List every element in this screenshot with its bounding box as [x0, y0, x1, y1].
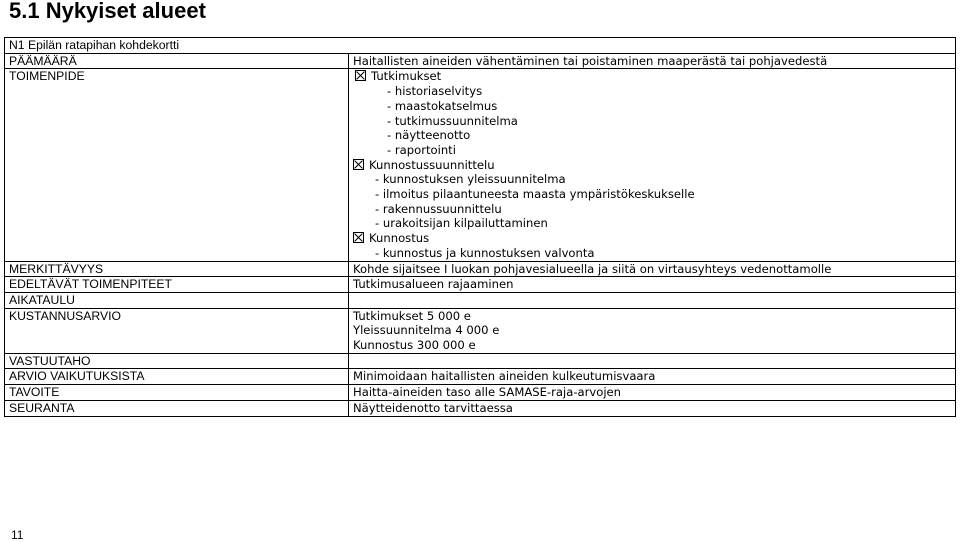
- group-kunnostussuunnittelu: [353, 158, 955, 173]
- value-tavoite: Haitta-aineiden taso alle SAMASE-raja-arvojen: [349, 385, 956, 401]
- group-tutkimukset: [353, 69, 955, 84]
- value-edeltavat: Tutkimusalueen rajaaminen: [349, 277, 956, 293]
- cost-item: Yleissuunnitelma 4 000 e: [353, 323, 500, 338]
- label-vastuutaho: VASTUUTAHO: [5, 353, 349, 369]
- cost-item: Kunnostus 300 000 e: [353, 338, 476, 353]
- row-toimenpide: [5, 69, 956, 261]
- row-edeltavat: [5, 277, 956, 293]
- card-title-row: [5, 38, 956, 54]
- row-aikataulu: [5, 292, 956, 308]
- list-item: - näytteenotto: [387, 128, 471, 143]
- list-item: - kunnostus ja kunnostuksen valvonta: [375, 245, 595, 260]
- list-item: - maastokatselmus: [387, 98, 498, 113]
- list-item: - urakoitsijan kilpailuttaminen: [375, 216, 548, 231]
- group-title: Tutkimukset: [371, 69, 442, 84]
- list-item: - historiaselvitys: [387, 84, 483, 99]
- site-card-table: [4, 37, 956, 417]
- row-arvio: [5, 369, 956, 385]
- row-tavoite: [5, 385, 956, 401]
- row-vastuutaho: [5, 353, 956, 369]
- value-seuranta: Näytteidenotto tarvittaessa: [349, 400, 956, 416]
- label-merkittavyys: MERKITTÄVYYS: [5, 261, 349, 277]
- value-merkittavyys: Kohde sijaitsee I luokan pohjavesialueella ja siitä on virtausyhteys vedenottamolle: [349, 261, 956, 277]
- row-seuranta: [5, 400, 956, 416]
- value-paamaara: Haitallisten aineiden vähentäminen tai poistaminen maaperästä tai pohjavedestä: [349, 53, 956, 69]
- list-item: - kunnostuksen yleissuunnitelma: [375, 172, 566, 187]
- value-vastuutaho: [349, 353, 956, 369]
- label-seuranta: SEURANTA: [5, 400, 349, 416]
- label-paamaara: PÄÄMÄÄRÄ: [5, 53, 349, 69]
- value-kustannusarvio: [349, 308, 956, 353]
- list-item: - raportointi: [387, 142, 456, 157]
- group-title: Kunnostus: [369, 231, 430, 246]
- list-item: - rakennussuunnittelu: [375, 201, 502, 216]
- row-kustannusarvio: [5, 308, 956, 353]
- page-title: 5.1 Nykyiset alueet: [9, 0, 206, 23]
- checked-box-icon: [355, 70, 366, 81]
- label-aikataulu: AIKATAULU: [5, 292, 349, 308]
- row-paamaara: [5, 53, 956, 69]
- page-number: 11: [11, 528, 24, 542]
- cost-item: Tutkimukset 5 000 e: [353, 308, 471, 323]
- checked-box-icon: [353, 159, 364, 170]
- label-kustannusarvio: KUSTANNUSARVIO: [5, 308, 349, 353]
- card-title: N1 Epilän ratapihan kohdekortti: [5, 38, 956, 54]
- label-edeltavat: EDELTÄVÄT TOIMENPITEET: [5, 277, 349, 293]
- list-item: - tutkimussuunnitelma: [387, 113, 518, 128]
- label-tavoite: TAVOITE: [5, 385, 349, 401]
- label-arvio: ARVIO VAIKUTUKSISTA: [5, 369, 349, 385]
- checked-box-icon: [353, 232, 364, 243]
- value-aikataulu: [349, 292, 956, 308]
- value-toimenpide: [349, 69, 956, 261]
- group-kunnostus: [353, 231, 955, 246]
- list-item: - ilmoitus pilaantuneesta maasta ympäristökeskukselle: [375, 187, 695, 202]
- value-arvio: Minimoidaan haitallisten aineiden kulkeutumisvaara: [349, 369, 956, 385]
- group-title: Kunnostussuunnittelu: [369, 157, 495, 172]
- label-toimenpide: TOIMENPIDE: [5, 69, 349, 261]
- row-merkittavyys: [5, 261, 956, 277]
